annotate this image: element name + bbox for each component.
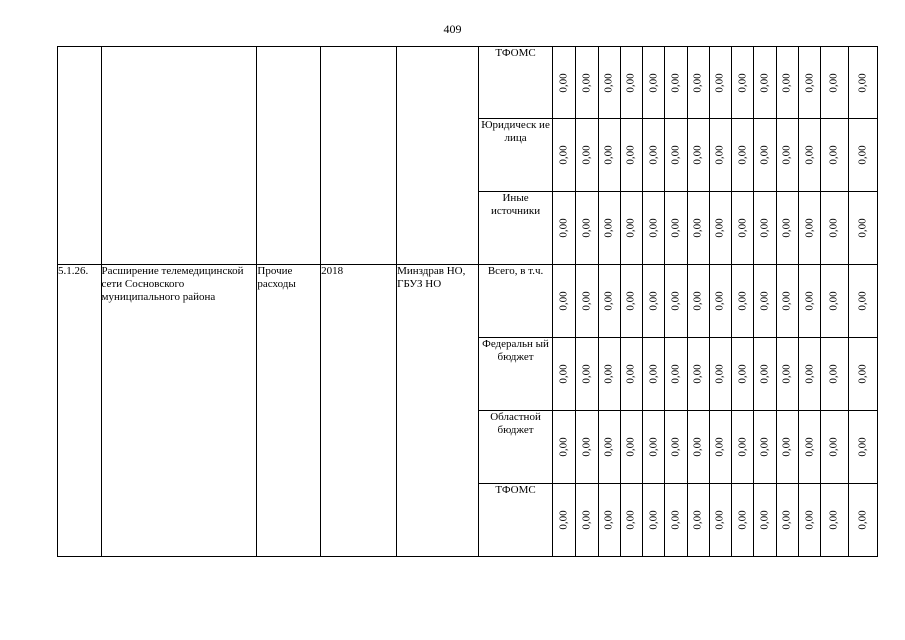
value-text: 0,00 (758, 291, 771, 311)
value-cell (732, 119, 754, 192)
value-cell (576, 338, 598, 411)
value-text: 0,00 (856, 291, 869, 311)
value-text: 0,00 (780, 72, 793, 93)
value-cell (798, 265, 820, 338)
expense-category-cell: Прочие расходы (257, 265, 321, 557)
value-text: 0,00 (736, 437, 749, 457)
value-text: 0,00 (669, 145, 682, 165)
value-text: 0,00 (758, 364, 771, 384)
value-text: 0,00 (624, 72, 637, 93)
value-cell (598, 192, 620, 265)
item-number-cell: 5.1.26. (58, 265, 102, 557)
value-cell (798, 484, 820, 557)
value-cell (776, 411, 798, 484)
value-text: 0,00 (758, 218, 771, 238)
value-cell (687, 192, 709, 265)
year-cell: 2018 (321, 265, 397, 557)
value-cell (754, 265, 776, 338)
value-cell (732, 265, 754, 338)
value-text: 0,00 (736, 510, 749, 530)
value-text: 0,00 (602, 145, 615, 165)
value-text: 0,00 (647, 510, 660, 530)
value-text: 0,00 (669, 364, 682, 384)
value-cell (552, 338, 575, 411)
value-text: 0,00 (691, 291, 704, 311)
value-text: 0,00 (803, 145, 816, 165)
value-cell (848, 47, 877, 119)
value-text: 0,00 (580, 510, 593, 530)
value-cell (776, 192, 798, 265)
value-cell (665, 411, 687, 484)
funding-source-cell: Иные источники (479, 192, 553, 265)
value-text: 0,00 (602, 291, 615, 311)
value-cell (687, 265, 709, 338)
value-text: 0,00 (736, 218, 749, 238)
value-cell (576, 119, 598, 192)
value-cell (848, 265, 877, 338)
value-cell (798, 338, 820, 411)
value-cell (848, 484, 877, 557)
value-text: 0,00 (691, 218, 704, 238)
value-text: 0,00 (557, 437, 570, 457)
value-text: 0,00 (580, 364, 593, 384)
value-text: 0,00 (691, 364, 704, 384)
value-text: 0,00 (856, 218, 869, 238)
value-cell (643, 47, 665, 119)
value-cell (821, 265, 848, 338)
value-text: 0,00 (647, 437, 660, 457)
value-cell (576, 192, 598, 265)
value-cell (709, 47, 731, 119)
value-cell (754, 47, 776, 119)
value-text: 0,00 (758, 72, 771, 93)
value-cell (709, 338, 731, 411)
value-cell (848, 411, 877, 484)
value-cell (620, 192, 642, 265)
value-text: 0,00 (827, 364, 840, 384)
value-text: 0,00 (827, 437, 840, 457)
value-text: 0,00 (780, 437, 793, 457)
value-cell (709, 265, 731, 338)
value-cell (732, 338, 754, 411)
value-cell (598, 265, 620, 338)
value-text: 0,00 (780, 364, 793, 384)
value-cell (665, 338, 687, 411)
value-cell (576, 484, 598, 557)
value-cell (754, 411, 776, 484)
value-cell (598, 484, 620, 557)
value-text: 0,00 (803, 291, 816, 311)
executor-cell (397, 47, 479, 265)
value-cell (643, 192, 665, 265)
value-text: 0,00 (580, 145, 593, 165)
value-cell (576, 265, 598, 338)
value-cell (665, 192, 687, 265)
value-text: 0,00 (713, 437, 726, 457)
value-text: 0,00 (691, 510, 704, 530)
value-text: 0,00 (780, 291, 793, 311)
value-text: 0,00 (624, 510, 637, 530)
value-text: 0,00 (557, 218, 570, 238)
value-text: 0,00 (856, 145, 869, 165)
value-text: 0,00 (557, 364, 570, 384)
value-cell (620, 484, 642, 557)
value-cell (776, 47, 798, 119)
value-cell (598, 119, 620, 192)
value-text: 0,00 (624, 437, 637, 457)
value-cell (732, 484, 754, 557)
value-cell (709, 411, 731, 484)
value-text: 0,00 (557, 291, 570, 311)
value-text: 0,00 (691, 437, 704, 457)
value-cell (665, 484, 687, 557)
value-text: 0,00 (647, 72, 660, 93)
value-cell (754, 192, 776, 265)
value-text: 0,00 (691, 145, 704, 165)
value-cell (598, 411, 620, 484)
funding-source-cell: Всего, в т.ч. (479, 265, 553, 338)
expense-category-cell (257, 47, 321, 265)
value-cell (821, 192, 848, 265)
value-text: 0,00 (856, 437, 869, 457)
year-cell (321, 47, 397, 265)
value-text: 0,00 (557, 72, 570, 93)
value-cell (776, 338, 798, 411)
item-name-cell: Расширение телемедицинской сети Сосновского муниципального района (101, 265, 257, 557)
value-cell (598, 338, 620, 411)
value-text: 0,00 (758, 145, 771, 165)
value-cell (665, 47, 687, 119)
value-text: 0,00 (624, 291, 637, 311)
value-cell (798, 411, 820, 484)
value-text: 0,00 (691, 72, 704, 93)
value-cell (732, 192, 754, 265)
funding-source-cell: Областной бюджет (479, 411, 553, 484)
value-text: 0,00 (580, 437, 593, 457)
value-cell (687, 338, 709, 411)
value-cell (754, 119, 776, 192)
value-cell (643, 338, 665, 411)
value-text: 0,00 (803, 218, 816, 238)
value-text: 0,00 (856, 72, 869, 93)
value-text: 0,00 (856, 364, 869, 384)
value-cell (776, 484, 798, 557)
value-text: 0,00 (624, 364, 637, 384)
value-cell (552, 119, 575, 192)
value-cell (665, 265, 687, 338)
value-cell (687, 411, 709, 484)
value-text: 0,00 (827, 291, 840, 311)
value-text: 0,00 (602, 72, 615, 93)
value-text: 0,00 (669, 510, 682, 530)
value-cell (687, 47, 709, 119)
value-text: 0,00 (758, 437, 771, 457)
value-text: 0,00 (856, 510, 869, 530)
value-cell (620, 265, 642, 338)
value-text: 0,00 (803, 364, 816, 384)
value-text: 0,00 (580, 218, 593, 238)
funding-source-cell: Федеральн ый бюджет (479, 338, 553, 411)
value-text: 0,00 (624, 218, 637, 238)
value-text: 0,00 (713, 291, 726, 311)
value-cell (848, 338, 877, 411)
value-cell (776, 265, 798, 338)
value-text: 0,00 (580, 291, 593, 311)
value-cell (643, 411, 665, 484)
funding-source-cell: ТФОМС (479, 47, 553, 119)
value-text: 0,00 (580, 72, 593, 93)
value-cell (754, 338, 776, 411)
value-cell (798, 47, 820, 119)
value-cell (643, 484, 665, 557)
value-cell (821, 47, 848, 119)
table-body (58, 47, 878, 557)
table-row (58, 265, 878, 338)
value-text: 0,00 (713, 72, 726, 93)
value-cell (620, 338, 642, 411)
value-cell (552, 265, 575, 338)
value-cell (643, 265, 665, 338)
value-text: 0,00 (602, 218, 615, 238)
value-cell (620, 119, 642, 192)
value-text: 0,00 (803, 72, 816, 93)
value-text: 0,00 (780, 145, 793, 165)
value-text: 0,00 (827, 218, 840, 238)
value-text: 0,00 (602, 364, 615, 384)
value-text: 0,00 (758, 510, 771, 530)
value-cell (798, 192, 820, 265)
value-cell (552, 411, 575, 484)
value-text: 0,00 (736, 364, 749, 384)
value-text: 0,00 (827, 72, 840, 93)
value-cell (821, 119, 848, 192)
value-cell (732, 47, 754, 119)
value-cell (643, 119, 665, 192)
value-text: 0,00 (647, 364, 660, 384)
value-text: 0,00 (669, 437, 682, 457)
value-text: 0,00 (827, 145, 840, 165)
value-text: 0,00 (602, 437, 615, 457)
table-row (58, 47, 878, 119)
value-text: 0,00 (557, 145, 570, 165)
value-text: 0,00 (669, 218, 682, 238)
value-cell (709, 484, 731, 557)
value-cell (552, 484, 575, 557)
value-text: 0,00 (736, 291, 749, 311)
value-cell (620, 411, 642, 484)
value-cell (848, 192, 877, 265)
value-text: 0,00 (713, 145, 726, 165)
value-text: 0,00 (669, 291, 682, 311)
value-text: 0,00 (736, 72, 749, 93)
value-cell (821, 411, 848, 484)
value-cell (754, 484, 776, 557)
page-number: 409 (443, 22, 462, 36)
value-cell (709, 192, 731, 265)
value-cell (732, 411, 754, 484)
value-cell (665, 119, 687, 192)
value-text: 0,00 (557, 510, 570, 530)
value-cell (798, 119, 820, 192)
value-text: 0,00 (624, 145, 637, 165)
value-text: 0,00 (736, 145, 749, 165)
value-text: 0,00 (647, 145, 660, 165)
executor-cell: Минздрав НО, ГБУЗ НО (397, 265, 479, 557)
value-cell (687, 119, 709, 192)
item-name-cell (101, 47, 257, 265)
value-text: 0,00 (780, 510, 793, 530)
value-text: 0,00 (647, 218, 660, 238)
budget-table (57, 46, 878, 557)
value-text: 0,00 (713, 218, 726, 238)
value-text: 0,00 (647, 291, 660, 311)
value-text: 0,00 (669, 72, 682, 93)
value-text: 0,00 (713, 364, 726, 384)
value-cell (687, 484, 709, 557)
value-text: 0,00 (602, 510, 615, 530)
funding-source-cell: Юридическ ие лица (479, 119, 553, 192)
value-text: 0,00 (780, 218, 793, 238)
value-cell (709, 119, 731, 192)
value-cell (576, 47, 598, 119)
value-text: 0,00 (803, 437, 816, 457)
value-text: 0,00 (827, 510, 840, 530)
item-number-cell (58, 47, 102, 265)
value-cell (552, 192, 575, 265)
value-cell (576, 411, 598, 484)
value-cell (620, 47, 642, 119)
value-cell (821, 484, 848, 557)
value-text: 0,00 (803, 510, 816, 530)
value-cell (598, 47, 620, 119)
value-cell (552, 47, 575, 119)
value-cell (821, 338, 848, 411)
value-cell (776, 119, 798, 192)
value-cell (848, 119, 877, 192)
funding-source-cell: ТФОМС (479, 484, 553, 557)
value-text: 0,00 (713, 510, 726, 530)
